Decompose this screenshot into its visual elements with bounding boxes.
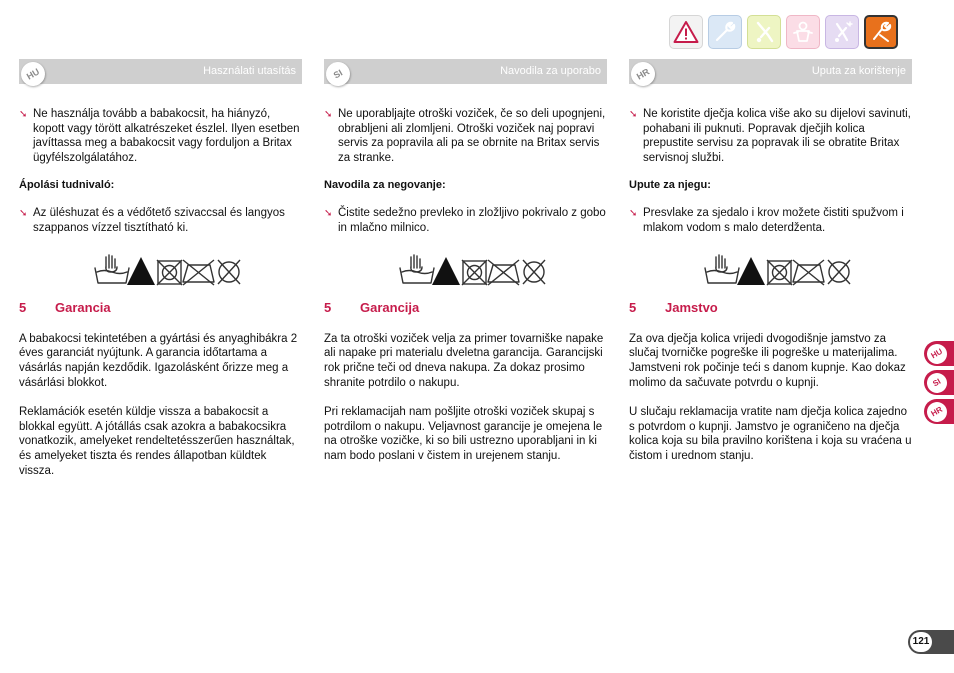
column-si xyxy=(324,59,607,464)
header-title: Használati utasítás xyxy=(203,65,296,77)
no-bleach-icon xyxy=(737,257,765,285)
stroller-care-icon xyxy=(825,15,859,49)
arrow-icon: ➘ xyxy=(19,109,28,120)
page-number-tab xyxy=(908,630,954,654)
hand-wash-icon xyxy=(95,255,129,283)
language-tabs xyxy=(924,341,954,428)
section-number: 5 xyxy=(19,299,27,315)
no-bleach-icon xyxy=(432,257,460,285)
arrow-icon: ➘ xyxy=(324,208,333,220)
section-title xyxy=(324,300,607,315)
section-title xyxy=(19,300,302,315)
stroller-maintenance-icon xyxy=(864,15,898,49)
bullet-text: Presvlake za sjedalo i krov možete čistiti spužvom i mlakom vodom s malo deterdženta. xyxy=(643,207,904,234)
bullet-item xyxy=(629,206,912,235)
bullet-text: Ne koristite dječja kolica više ako su dijelovi savinuti, pohabani ili puknuti. Popravak dječjih kolica prepustite servisu za popravak ili se obratite Britax servisnoj službi. xyxy=(643,108,911,164)
language-tab-si[interactable] xyxy=(924,370,954,395)
bullet-item xyxy=(324,107,607,165)
bullet-item xyxy=(629,107,912,165)
bullet-item xyxy=(324,206,607,235)
bullet-item xyxy=(19,107,302,165)
paragraph: A babakocsi tekintetében a gyártási és anyaghibákra 2 éves garanciát nyújtunk. A garancia időtartama a vásárlás napján kezdődik. Igazolásként őrizze meg a vásárlási blokkot. xyxy=(19,332,298,389)
care-symbols-icon xyxy=(93,252,302,292)
warning-icon xyxy=(669,15,703,49)
language-badge: SI xyxy=(322,58,355,91)
paragraph: Reklamációk esetén küldje vissza a babakocsit a blokkal együtt. A jótállás csak azokra a babakocsikra vonatkozik, amelyeket rendeltetésszerűen használtak, és amelyeket tiszta és rendes állapotban küldtek vissza. xyxy=(19,405,295,477)
stroller-fold-icon xyxy=(747,15,781,49)
hand-wash-icon xyxy=(400,255,434,283)
section-label: Garancia xyxy=(55,299,111,315)
column-header xyxy=(19,59,302,84)
arrow-icon: ➘ xyxy=(324,109,333,120)
no-tumble-dry-icon xyxy=(462,260,487,285)
bullet-item xyxy=(19,206,302,235)
language-tab-hr[interactable] xyxy=(924,399,954,424)
assembly-tool-icon xyxy=(708,15,742,49)
arrow-icon: ➘ xyxy=(629,208,638,220)
care-heading: Navodila za negovanje: xyxy=(324,179,446,192)
care-symbols-icon xyxy=(703,252,912,292)
bullet-text: Az üléshuzat és a védőtető szivaccsal és langyos szappanos vízzel tisztítható ki. xyxy=(33,207,285,234)
no-dry-clean-icon xyxy=(218,260,240,284)
paragraph: Za ova dječja kolica vrijedi dvogodišnje jamstvo za slučaj tvorničke pogreške ili pogreške u materijalima. Jamstveni rok počinje teći s danom kupnje. Kao dokaz molimo da sačuvate potvrdu o kupnji. xyxy=(629,332,906,389)
bullet-text: Čistite sedežno prevleko in zložljivo pokrivalo z gobo in mlačno milnico. xyxy=(338,207,606,234)
paragraph: Pri reklamacijah nam pošljite otroški voziček skupaj s potrdilom o nakupu. Veljavnost garancije je omejena le na otroške vozičke, ki so bili ustrezno uporabljani in ki nam bodo poslani v čistem in urejenem stanju. xyxy=(324,405,603,463)
no-dry-clean-icon xyxy=(828,260,850,284)
care-symbols-icon xyxy=(398,252,607,292)
bullet-text: Ne uporabljajte otroški voziček, če so deli upognjeni, obrabljeni ali zlomljeni. Otroški voziček naj popravi servis za popravila ali pa se obrnite na Britax servis za stranke. xyxy=(338,108,606,164)
language-tab-hu[interactable] xyxy=(924,341,954,366)
arrow-icon: ➘ xyxy=(629,109,638,120)
hand-wash-icon xyxy=(705,255,739,283)
no-iron-icon xyxy=(793,260,824,285)
chapter-icon-bar xyxy=(669,15,898,49)
no-iron-icon xyxy=(183,260,214,285)
language-badge: HU xyxy=(17,58,50,91)
bullet-text: Ne használja tovább a babakocsit, ha hiányzó, kopott vagy törött alkatrészeket észlel. Ilyen esetben javíttassa meg a babakocsit vagy forduljon a Britax ügyfélszolgálatához. xyxy=(33,108,300,164)
no-dry-clean-icon xyxy=(523,260,545,284)
care-heading: Ápolási tudnivaló: xyxy=(19,179,115,192)
language-tab-label: SI xyxy=(923,369,950,396)
baby-seat-icon xyxy=(786,15,820,49)
column-hu xyxy=(19,59,302,479)
language-badge: HR xyxy=(627,58,660,91)
section-title xyxy=(629,300,912,315)
no-bleach-icon xyxy=(127,257,155,285)
language-tab-label: HR xyxy=(923,398,950,425)
column-header xyxy=(324,59,607,84)
header-title: Navodila za uporabo xyxy=(500,65,601,77)
header-title: Uputa za korištenje xyxy=(811,65,906,77)
section-number: 5 xyxy=(324,299,332,315)
column-hr xyxy=(629,59,912,464)
page-number: 121 xyxy=(910,632,932,652)
arrow-icon: ➘ xyxy=(19,208,28,220)
column-header xyxy=(629,59,912,84)
no-tumble-dry-icon xyxy=(767,260,792,285)
care-heading: Upute za njegu: xyxy=(629,179,711,192)
paragraph: U slučaju reklamacija vratite nam dječja kolica zajedno s potvrdom o kupnji. Jamstvo je ograničeno na dječja kolica koja su bila pravilno korištena i koja su vraćena u čistom i urednom stanju. xyxy=(629,405,912,463)
section-number: 5 xyxy=(629,299,637,315)
no-iron-icon xyxy=(488,260,519,285)
section-label: Garancija xyxy=(360,299,420,315)
section-label: Jamstvo xyxy=(665,299,718,315)
language-tab-label: HU xyxy=(923,340,950,367)
no-tumble-dry-icon xyxy=(157,260,182,285)
paragraph: Za ta otroški voziček velja za primer tovarniške napake ali napake pri materialu dveletna garancija. Garancijski rok prične teči od dneva nakupa. Za dokaz prosimo shranite potrdilo o nakupu. xyxy=(324,332,604,389)
